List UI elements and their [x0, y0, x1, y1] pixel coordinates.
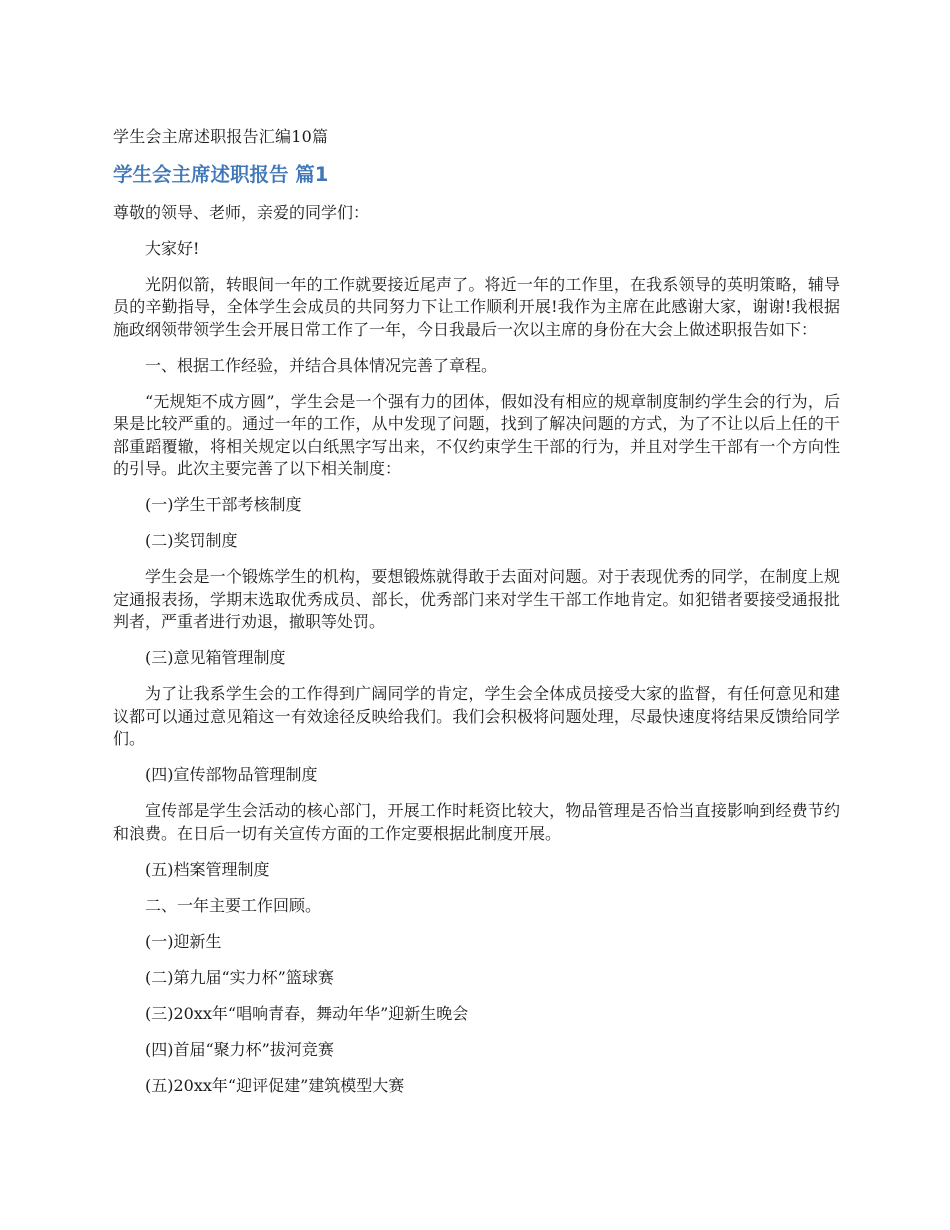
paragraph: 一、根据工作经验，并结合具体情况完善了章程。	[145, 355, 498, 375]
paragraph: 大家好!	[145, 238, 200, 258]
paragraph-list	[113, 202, 840, 1098]
paragraph: (三)20xx年“唱响青春，舞动年华”迎新生晚会	[145, 1003, 469, 1023]
paragraph: “无规矩不成方圆”，学生会是一个强有力的团体，假如没有相应的规章制度制约学生会的行为，后果是比较严重的。通过一年的工作，从中发现了问题，找到了解决问题的方式，为了不让以后上任的干部重蹈覆辙，将相关规定以白纸黑字写出来，不仅约束学生干部的行为，并且对学生干部有一个方向性的引导。此次主要完善了以下相关制度：	[113, 391, 840, 478]
paragraph: 二、一年主要工作回顾。	[145, 895, 322, 915]
paragraph: 学生会是一个锻炼学生的机构，要想锻炼就得敢于去面对问题。对于表现优秀的同学，在制度上规定通报表扬，学期末选取优秀成员、部长，优秀部门来对学生干部工作地肯定。如犯错者要接受通报批判者，严重者进行劝退，撤职等处罚。	[113, 567, 840, 631]
paragraph: (一)迎新生	[145, 931, 222, 951]
section-heading: 学生会主席述职报告 篇1	[113, 162, 329, 186]
paragraph: (二)第九届“实力杯”篮球赛	[145, 967, 334, 987]
paragraph: (五)档案管理制度	[145, 859, 270, 879]
paragraph: (一)学生干部考核制度	[145, 495, 302, 514]
paragraph: 尊敬的领导、老师，亲爱的同学们：	[113, 202, 370, 222]
paragraph: (三)意见箱管理制度	[145, 648, 286, 667]
document-title: 学生会主席述职报告汇编10篇	[113, 127, 329, 146]
document-body	[113, 126, 840, 1111]
paragraph: 光阴似箭，转眼间一年的工作就要接近尾声了。将近一年的工作里，在我系领导的英明策略，辅导员的辛勤指导，全体学生会成员的共同努力下让工作顺利开展!我作为主席在此感谢大家，谢谢!我根据施政纲领带领学生会开展日常工作了一年，今日我最后一次以主席的身份在大会上做述职报告如下：	[113, 274, 840, 339]
paragraph: (四)首届“聚力杯”拔河竞赛	[145, 1039, 334, 1059]
paragraph: (四)宣传部物品管理制度	[145, 765, 318, 784]
paragraph: (五)20xx年“迎评促建”建筑模型大赛	[145, 1075, 405, 1095]
paragraph: 宣传部是学生会活动的核心部门，开展工作时耗资比较大，物品管理是否恰当直接影响到经费节约和浪费。在日后一切有关宣传方面的工作定要根据此制度开展。	[113, 801, 840, 843]
paragraph: 为了让我系学生会的工作得到广阔同学的肯定，学生会全体成员接受大家的监督，有任何意见和建议都可以通过意见箱这一有效途径反映给我们。我们会积极将问题处理，尽最快速度将结果反馈给同学们。	[113, 684, 840, 748]
paragraph: (二)奖罚制度	[145, 531, 238, 550]
